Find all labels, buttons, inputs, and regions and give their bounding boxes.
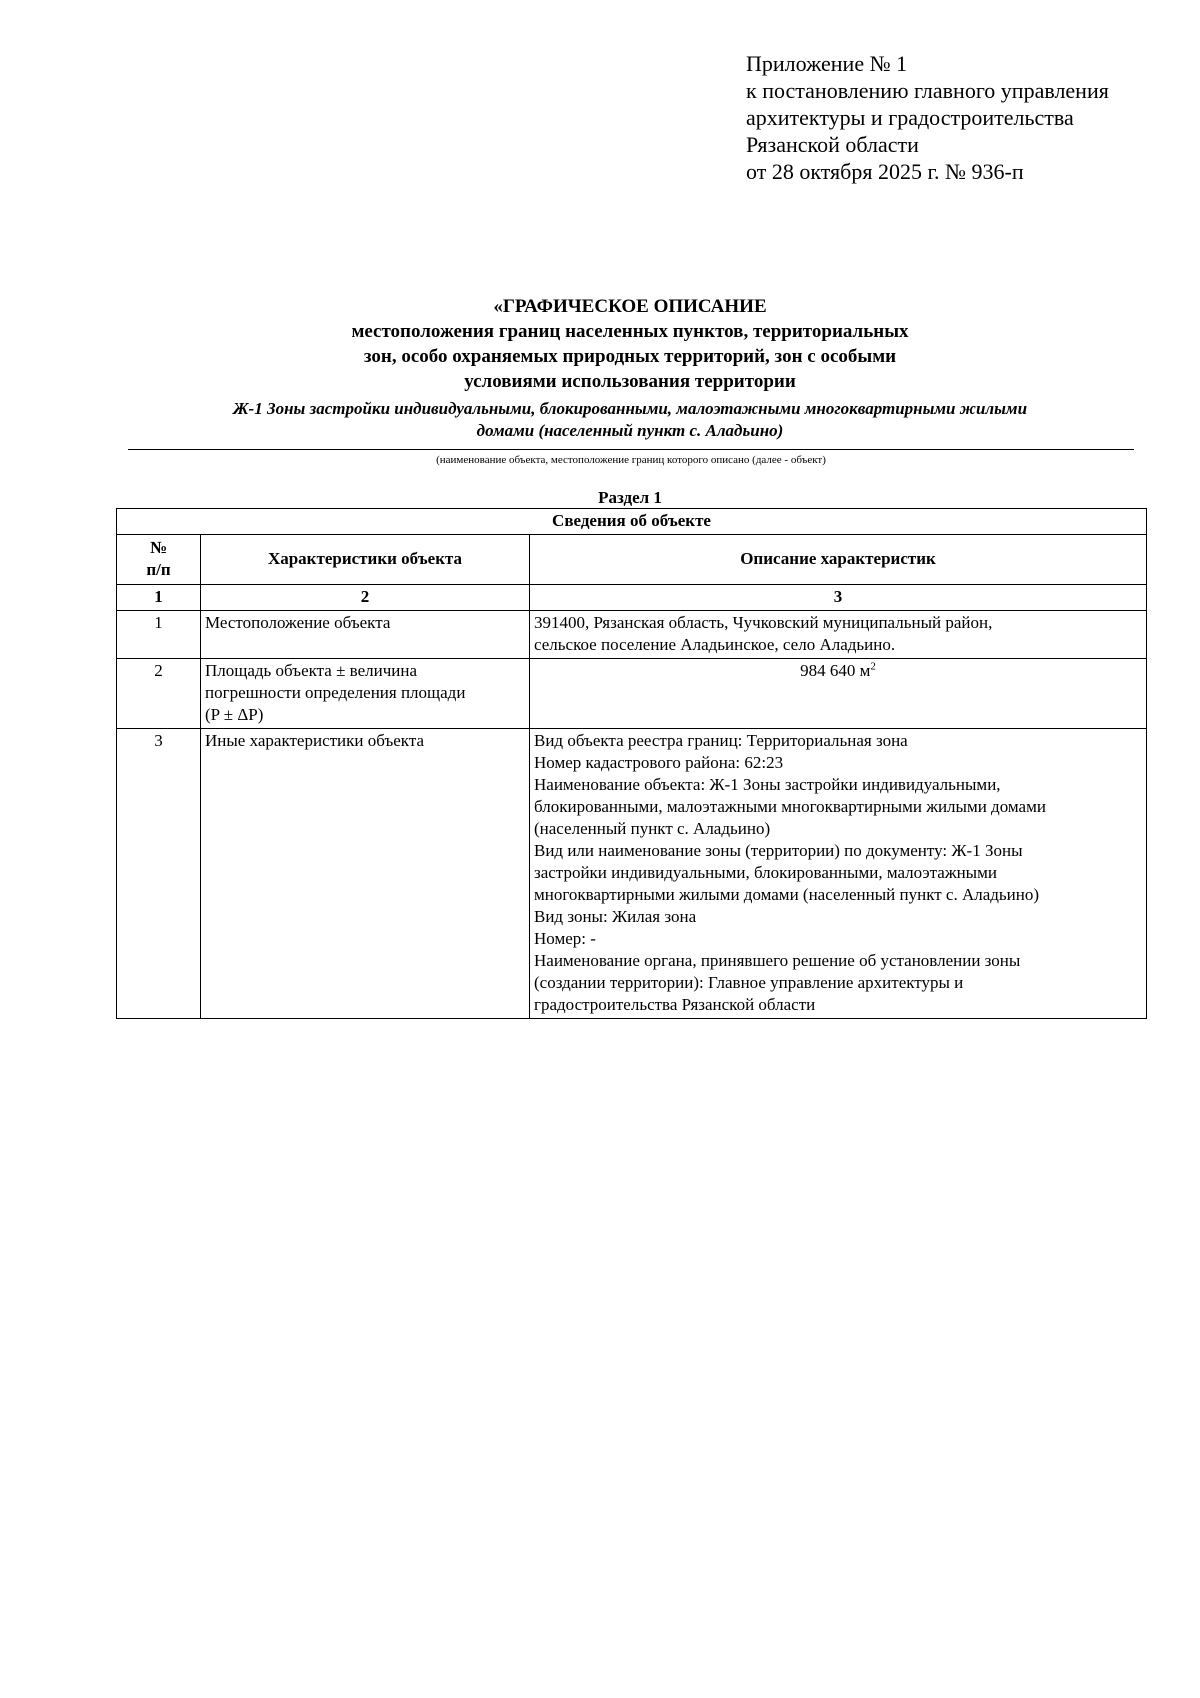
table-caption: Сведения об объекте	[117, 509, 1147, 535]
row-number: 2	[117, 659, 201, 729]
object-name-line: Ж-1 Зоны застройки индивидуальными, блокированными, малоэтажными многоквартирными жилыми	[232, 399, 1028, 418]
column-number: 2	[201, 585, 530, 611]
document-title	[116, 294, 1144, 442]
row-description: 391400, Рязанская область, Чучковский муниципальный район, сельское поселение Аладьинское, село Аладьино.	[530, 611, 1147, 659]
object-name-line: домами (населенный пункт с. Аладьино)	[476, 421, 784, 440]
title-line: условиями использования территории	[464, 371, 796, 392]
appendix-line: Приложение № 1	[746, 51, 908, 76]
row-characteristic: Иные характеристики объекта	[201, 729, 530, 1019]
object-info-table	[116, 508, 1147, 1019]
appendix-line: архитектуры и градостроительства	[746, 105, 1074, 130]
object-name-underline	[128, 449, 1134, 450]
row-number: 3	[117, 729, 201, 1019]
appendix-line: к постановлению главного управления	[746, 78, 1109, 103]
appendix-line: Рязанской области	[746, 132, 919, 157]
appendix-line: от 28 октября 2025 г. № 936-п	[746, 159, 1024, 184]
appendix-block	[746, 50, 1176, 185]
header-number: № п/п	[117, 535, 201, 585]
area-value-cell	[530, 659, 1147, 729]
column-number: 1	[117, 585, 201, 611]
row-number: 1	[117, 611, 201, 659]
object-name	[116, 398, 1144, 442]
table-row	[117, 611, 1147, 659]
object-name-note: (наименование объекта, местоположение границ которого описано (далее - объект)	[436, 454, 826, 466]
row-characteristic: Площадь объекта ± величина погрешности определения площади (P ± ΔP)	[201, 659, 530, 729]
table-row	[117, 729, 1147, 1019]
row-description: Вид объекта реестра границ: Территориальная зона Номер кадастрового района: 62:23 Наименование объекта: Ж-1 Зоны застройки индивидуальными, блокированными, малоэтажными многоквартирными жилыми домами (населенный пункт с. Аладьино) Вид или наименование зоны (территории) по документу: Ж-1 Зоны застройки индивидуальными, блокированными, малоэтажными многоквартирными жилыми домами (населенный пункт с. Аладьино) Вид зоны: Жилая зона Номер: - Наименование органа, принявшего решение об установлении зоны (создании территории): Главное управление архитектуры и градостроительства Рязанской области	[530, 729, 1147, 1019]
section-title: Раздел 1	[598, 488, 662, 507]
title-line: зон, особо охраняемых природных территорий, зон с особыми	[363, 346, 897, 367]
column-number: 3	[530, 585, 1147, 611]
header-characteristics: Характеристики объекта	[201, 535, 530, 585]
area-value: 984 640 м	[800, 661, 871, 680]
title-line: местоположения границ населенных пунктов, территориальных	[351, 321, 909, 342]
table-row	[117, 659, 1147, 729]
row-characteristic: Местоположение объекта	[201, 611, 530, 659]
header-description: Описание характеристик	[530, 535, 1147, 585]
title-main: «ГРАФИЧЕСКОЕ ОПИСАНИЕ	[493, 296, 767, 317]
area-unit-superscript: 2	[870, 660, 876, 673]
